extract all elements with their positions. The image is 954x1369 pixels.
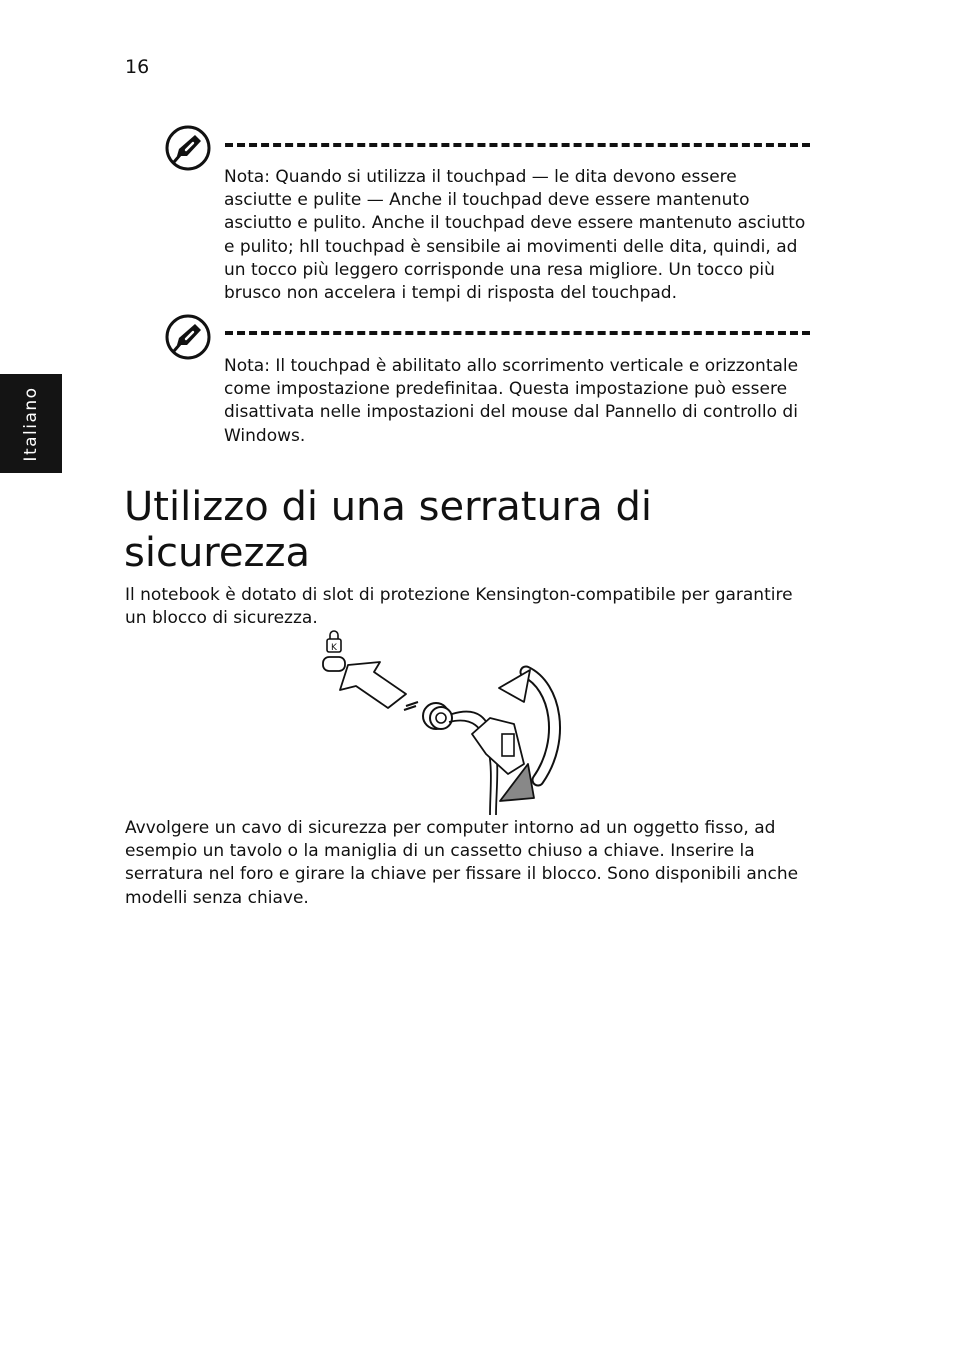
note-label: Nota: (224, 356, 270, 376)
note-body: Il touchpad è abilitato allo scorrimento verticale e orizzontale come impostazione predefinitaa. Questa impostazione può essere disattivata nelle impostazioni del mouse dal Pannello di controllo di Windows. (224, 356, 799, 446)
k-lock-icon (327, 631, 341, 653)
note-icon (165, 125, 211, 171)
section-title: Utilizzo di una serratura di sicurezza (124, 484, 652, 576)
language-tab (0, 374, 62, 473)
dotted-divider (225, 143, 810, 147)
page-number: 16 (125, 56, 150, 78)
note-box (165, 314, 810, 449)
section-intro: Il notebook è dotato di slot di protezione Kensington-compatibile per garantire un blocco di sicurezza. (125, 585, 793, 629)
k-label: K (331, 643, 337, 653)
language-tab-label: Italiano (21, 386, 41, 462)
note-box (165, 125, 810, 310)
note-body: Quando si utilizza il touchpad — le dita devono essere asciutte e pulite — Anche il touchpad deve essere mantenuto asciutto e pulito. Anche il touchpad deve essere mantenuto asciutto e pulito; hIl touchpad è sensibile ai movimenti delle dita, quindi, ad un tocco più leggero corrisponde una resa migliore. Un tocco più brusco non accelera i tempi di risposta del touchpad. (224, 167, 806, 304)
section-body: Avvolgere un cavo di sicurezza per computer intorno ad un oggetto fisso, ad esempio un tavolo o la maniglia di un cassetto chiuso a chiave. Inserire la serratura nel foro e girare la chiave per fissare il blocco. Sono disponibili anche modelli senza chiave. (125, 818, 799, 908)
note-icon (165, 314, 211, 360)
note-text (224, 355, 810, 448)
kensington-lock-illustration (318, 630, 568, 815)
note-text (224, 166, 810, 305)
note-label: Nota: (224, 167, 270, 187)
dotted-divider (225, 331, 810, 335)
